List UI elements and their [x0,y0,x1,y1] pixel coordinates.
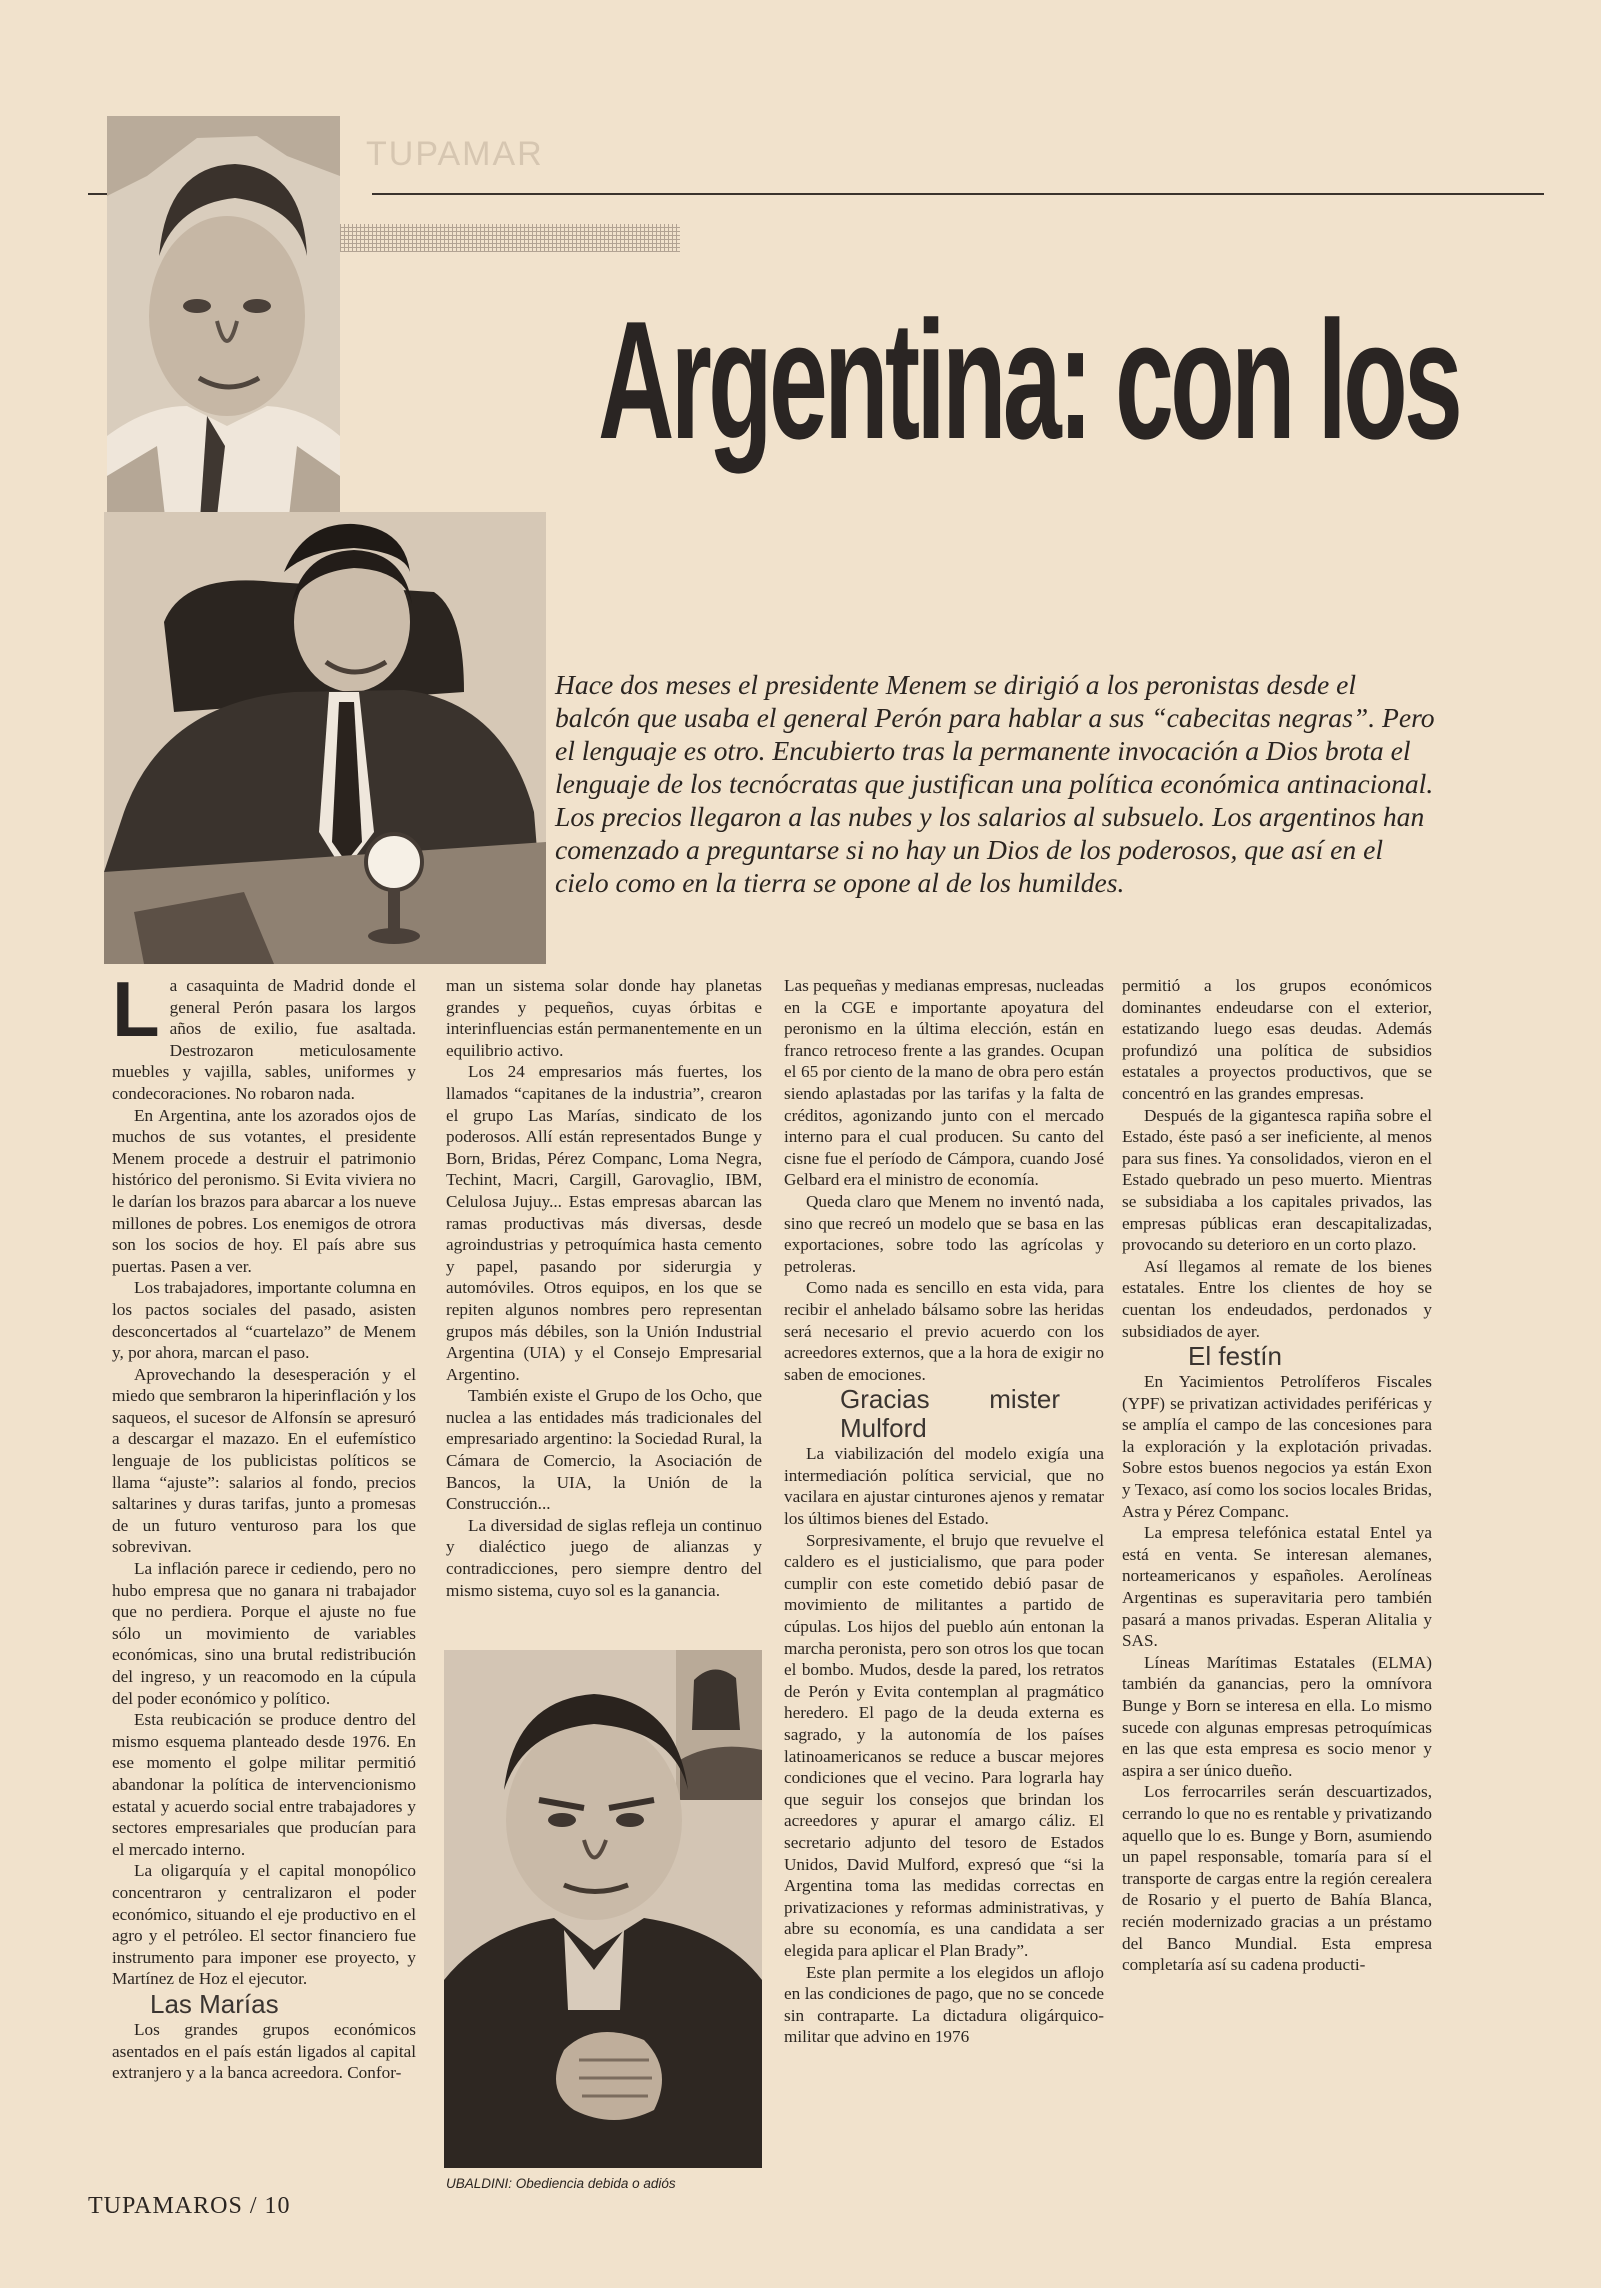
col3-paragraph-2: Queda claro que Menem no inventó nada, sino que recreó un modelo que se basa en las exportaciones, sobre todo las agrícolas y petroleras. [784,1191,1104,1276]
column-2 [446,975,762,1601]
col4-paragraph-3: Así llegamos al remate de los bienes estatales. Entre los clientes de hoy se cuentan los endeudados, perdonados y subsidiados de ayer. [1122,1256,1432,1341]
col4-paragraph-7: Los ferrocarriles serán descuartizados, cerrando lo que no es rentable y privatizando aquello que lo es. Bunge y Born, asumiendo un papel responsable, tomaría para sí el transporte de cargas entre la región cerealera de Rosario y el puerto de Bahía Blanca, recién modernizado gracias a un préstamo del Banco Mundial. Esta empresa completaría así su cadena producti- [1122,1782,1432,1975]
drop-cap: L [112,965,160,1053]
subhead-las-marias: Las Marías [150,1988,279,2019]
headline: Argentina: con los [598,286,1460,474]
col2-paragraph-2: Los 24 empresarios más fuertes, los llamados “capitanes de la industria”, crearon el grupo Las Marías, sindicato de los poderosos. Allí están representados Bunge y Born, Bridas, Pérez Companc, Loma Negra, Techint, Macri, Cargill, Garovaglio, IBM, Celulosa Jujuy... Estas empresas abarcan las ramas productivas más diversas, desde agroindustrias y petroquímica hasta cemento y papel, pasando por siderurgia y automóviles. Otros equipos, en los que se repiten algunos nombres pero representan grupos más débiles, son la Unión Industrial Argentina (UIA) y el Consejo Empresarial Argentino. [446,1062,762,1384]
menem-seated-image [104,512,546,964]
col1-paragraph-4: Aprovechando la desesperación y el miedo que sembraron la hiperinflación y los saqueos, el sucesor de Alfonsín se apresuró a descargar el mazazo. En el eufemístico lenguaje de los publicistas políticos se llama “ajuste”: salarios al fondo, precios saltarines y duras tarifas, junto a promesas de un futuro venturoso para los que sobrevivan. [112,1364,416,1557]
col2-paragraph-1: man un sistema solar donde hay planetas grandes y pequeños, cuyas órbitas e interinfluencias están permanentemente en un equilibrio activo. [446,976,762,1060]
col1-paragraph-3: Los trabajadores, importante columna en los pactos sociales del pasado, asisten desconcertados al “cuartelazo” de Menem y, por ahora, marcan el paso. [112,1278,416,1363]
col2-paragraph-3: También existe el Grupo de los Ocho, que nuclea a las entidades más tradicionales del empresariado argentino: la Sociedad Rural, la Cámara de Comercio, la Asociación de Bancos, la UIA, la Unión de la Construcción... [446,1386,762,1514]
col1-paragraph-1: La casaquinta de Madrid donde el general Perón pasara los largos años de exilio, fue asaltada. Destrozaron meticulosamente muebles y vajilla, sables, uniformes y condecoraciones. No robaron nada. [112,965,416,1103]
col4-paragraph-4: En Yacimientos Petrolíferos Fiscales (YPF) se privatizan actividades periféricas y se amplía el campo de las concesiones para la exploración y la explotación privadas. Sobre estos buenos negocios ya están Exon y Texaco, así como los socios locales Bridas, Astra y Pérez Companc. [1122,1372,1432,1521]
col1-paragraph-6: Esta reubicación se produce dentro del mismo esquema planteado desde 1976. En ese momento el golpe militar permitió abandonar la política de intervencionismo estatal y acuerdo social entre trabajadores y sectores empresariales que producían para el mercado interno. [112,1710,416,1859]
photo-caption: UBALDINI: Obediencia debida o adiós [446,2176,676,2191]
col3-paragraph-6: Este plan permite a los elegidos un aflojo en las condiciones de pago, que no se concede sin contraparte. La dictadura oligárquico-militar que advino en 1976 [784,1962,1104,2047]
photo-menem-seated [104,512,546,964]
col4-paragraph-1: permitió a los grupos económicos dominantes endeudarse con el exterior, estatizando luego esas deudas. Además profundizó una política de subsidios estatales a proyectos productivos, que se concentró en las grandes empresas. [1122,976,1432,1103]
top-rule [372,193,1544,195]
page-footer: TUPAMAROS / 10 [88,2193,291,2219]
column-3 [784,975,1104,2048]
col4-paragraph-5: La empresa telefónica estatal Entel ya está en venta. Se interesan alemanes, norteamericanos y españoles. Aerolíneas Argentinas es superavitaria pero también pasará a manos privadas. Esperan Alitalia y SAS. [1122,1523,1432,1651]
col2-paragraph-4: La diversidad de siglas refleja un continuo y dialéctico juego de alianzas y contradicciones, pero siempre dentro del mismo sistema, cuyo sol es la ganancia. [446,1515,762,1600]
col3-paragraph-1: Las pequeñas y medianas empresas, nucleadas en la CGE e importante apoyatura del peronismo en la última elección, están en franco retroceso frente a las grandes. Ocupan el 65 por ciento de la mano de obra pero están siendo aplastadas por las tarifas y la falta de créditos, agonizando junto con el mercado interno para el cual producen. Su canto del cisne fue el período de Cámpora, cuando José Gelbard era el ministro de economía. [784,976,1104,1190]
col3-paragraph-5: Sorpresivamente, el brujo que revuelve el caldero es el justicialismo, que para poder cumplir con este cometido debió pasar de movimiento de militantes a partido de cúpulas. Los hijos del pueblo aún entonan la marcha peronista, pero son otros los que tocan el bombo. Mudos, desde la pared, los retratos de Perón y Evita contemplan al pragmático heredero. El pago de la deuda externa es sagrado, y la autonomía de los países latinoamericanos se reduce a buscar mejores condiciones que el vecino. Para lograrla hay que seguir los consejos que brindan los acreedores y apurar el amargo cáliz. El secretario adjunto del tesoro de Estados Unidos, David Mulford, expresó que “si la Argentina toma las medidas correctas en privatizaciones y reformas administrativas, y abre su economía, es una candidata a ser elegida para aplicar el Plan Brady”. [784,1530,1104,1960]
peron-portrait-image [107,116,340,534]
intro-dek: Hace dos meses el presidente Menem se dirigió a los peronistas desde el balcón que usaba el general Perón para hablar a sus “cabecitas negras”. Pero el lenguaje es otro. Encubierto tras la permanente invocación a Dios brota el lenguaje de los tecnócratas que justifican una política económica antinacional. Los precios llegaron a las nubes y los salarios al subsuelo. Los argentinos han comenzado a preguntarse si no hay un Dios de los poderosos, que así en el cielo como en la tierra se opone al de los humildes. [555,669,1435,898]
col4-paragraph-2: Después de la gigantesca rapiña sobre el Estado, éste pasó a ser ineficiente, al menos para sus fines. Ya consolidados, vieron en el Estado quebrado un peso muerto. Mientras se subsidiaba a los capitales privados, las empresas públicas eran descapitalizadas, provocando su deterioro en un corto plazo. [1122,1105,1432,1255]
col3-paragraph-3: Como nada es sencillo en esta vida, para recibir el anhelado bálsamo sobre las heridas será necesario el previo acuerdo con los acreedores externos, que a la hora de exigir no saben de emociones. [784,1278,1104,1384]
photo-ubaldini [444,1650,762,2168]
col4-paragraph-6: Líneas Marítimas Estatales (ELMA) también da ganancias, pero la omnívora Bunge y Born se interesa en ella. Lo mismo sucede con algunas empresas petroquímicas en las que esta empresa es socio menor y aspira a ser único dueño. [1122,1652,1432,1780]
ubaldini-image [444,1650,762,2168]
column-4 [1122,975,1432,1976]
col1-paragraph-5: La inflación parece ir cediendo, pero no hubo empresa que no ganara ni trabajador que no perdiera. Porque el ajuste no fue sólo un movimiento de variables económicas, sino una brutal redistribución del ingreso, y un reacomodo en la cúpula del poder económico y político. [112,1559,416,1708]
subhead-el-festin: El festín [1188,1341,1282,1372]
subhead-gracias-mister-mulford: Gracias mister Mulford [840,1384,1060,1444]
col1-paragraph-8: Los grandes grupos económicos asentados en el país están ligados al capital extranjero y a la banca acreedora. Confor- [112,2019,416,2083]
column-1 [112,965,416,2084]
hatched-bar [312,224,680,252]
col3-paragraph-4: La viabilización del modelo exigía una intermediación política servicial, que no vacilara en ajustar cinturones ajenos y rematar los últimos bienes del Estado. [784,1444,1104,1529]
photo-peron-portrait [107,116,340,534]
col1-paragraph-7: La oligarquía y el capital monopólico concentraron y centralizaron el poder económico, situando el eje productivo en el agro y el petróleo. El sector financiero fue instrumento para imponer ese proyecto, y Martínez de Hoz el ejecutor. [112,1861,416,1989]
ghost-header-text: TUPAMAR [366,135,544,173]
col1-paragraph-2: En Argentina, ante los azorados ojos de muchos de sus votantes, el presidente Menem procede a destruir el patrimonio histórico del peronismo. Si Evita viviera no le darían los brazos para abarcar a los nueve millones de pobres. Los enemigos de otrora son los socios de hoy. El país abre sus puertas. Pasen a ver. [112,1105,416,1276]
